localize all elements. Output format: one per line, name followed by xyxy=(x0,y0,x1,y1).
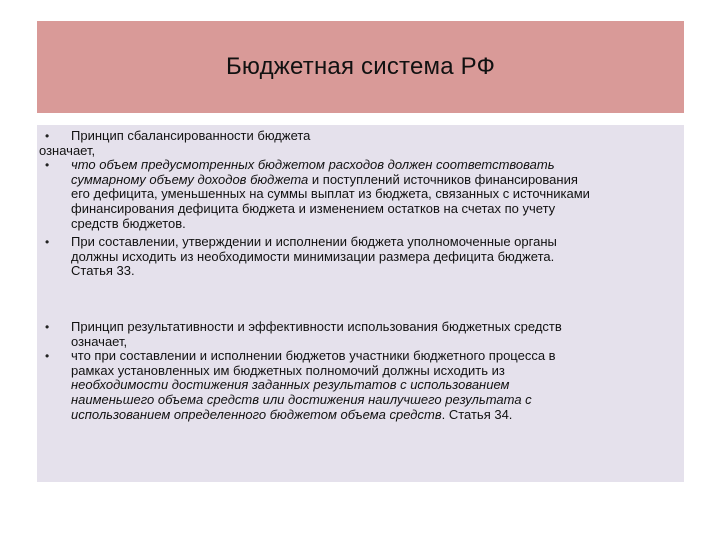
item-text: и поступлений источников финансирования xyxy=(308,171,578,187)
bullet-icon: • xyxy=(45,129,50,143)
item-text: должны исходить из необходимости минимизации размера дефицита бюджета. xyxy=(71,248,555,264)
section-1-item-2-cont xyxy=(39,250,679,265)
section-1-item-1-cont xyxy=(39,202,679,217)
section-2-item-1-cont xyxy=(39,378,679,393)
section-2-item-1-cont xyxy=(39,364,679,379)
section-1-heading: Принцип сбалансированности бюджета xyxy=(71,128,311,143)
section-2-heading-cont xyxy=(39,335,679,350)
item-text: наименьшего объема средств или достижения наилучшего результата с xyxy=(71,391,532,407)
section-1-item-1-cont xyxy=(39,173,679,188)
item-text: средств бюджетов. xyxy=(71,215,186,231)
item-text: . Статья 34. xyxy=(441,406,513,422)
section-1-heading-line xyxy=(39,129,679,144)
bullet-icon: • xyxy=(45,320,50,334)
item-text: рамках установленных им бюджетных полномочий должны исходить из xyxy=(71,362,505,378)
section-1 xyxy=(39,129,679,279)
item-text: При составлении, утверждении и исполнении бюджета уполномоченные органы xyxy=(71,234,557,250)
item-text: суммарному объему доходов бюджета xyxy=(71,171,309,187)
section-2-item-1-cont xyxy=(39,408,679,423)
item-text: его дефицита, уменьшенных на суммы выплат из бюджета, связанных с источниками xyxy=(71,186,590,202)
bullet-icon: • xyxy=(45,349,50,364)
bullet-icon: • xyxy=(45,235,50,250)
item-text: финансирования дефицита бюджета и изменением остатков на счетах по учету xyxy=(71,200,556,216)
content-box xyxy=(37,125,684,482)
section-2-heading-2: означает, xyxy=(71,333,128,349)
item-text: необходимости достижения заданных результатов с использованием xyxy=(71,377,510,393)
section-1-item-1-cont xyxy=(39,217,679,232)
section-1-item-1 xyxy=(39,158,679,173)
bullet-icon: • xyxy=(45,158,50,173)
item-text: использованием определенного бюджетом объема средств xyxy=(71,406,442,422)
slide-title: Бюджетная система РФ xyxy=(225,53,496,80)
section-1-item-2-cont xyxy=(39,264,679,279)
section-2-heading-line xyxy=(39,320,679,335)
title-bar xyxy=(37,21,684,113)
section-1-item-2 xyxy=(39,235,679,250)
section-2 xyxy=(39,320,679,422)
section-1-subheading: означает, xyxy=(39,142,96,158)
item-text: Статья 33. xyxy=(71,263,135,279)
section-1-item-1-cont xyxy=(39,187,679,202)
item-text: что при составлении и исполнении бюджетов участники бюджетного процесса в xyxy=(71,348,556,364)
section-2-item-1-cont xyxy=(39,393,679,408)
section-2-heading: Принцип результативности и эффективности использования бюджетных средств xyxy=(71,319,562,334)
item-text: что объем предусмотренных бюджетом расходов должен соответствовать xyxy=(71,157,555,173)
section-2-item-1 xyxy=(39,349,679,364)
